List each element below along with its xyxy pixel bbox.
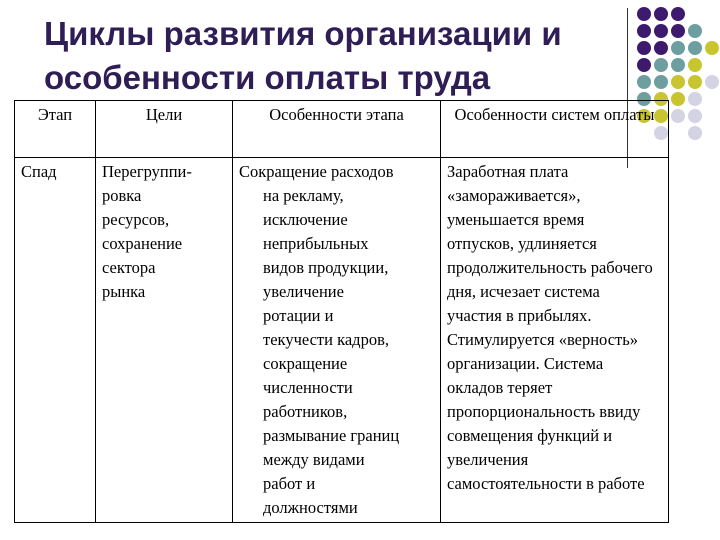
- decorative-dot: [671, 7, 685, 21]
- cell-text-line: дня, исчезает система: [447, 282, 600, 301]
- cell-text-line: отпусков, удлиняется: [447, 234, 597, 253]
- decorative-dot: [671, 75, 685, 89]
- cell-text-line: работ и: [263, 474, 316, 493]
- cell-text-line: самостоятельности в работе: [447, 474, 645, 493]
- cell-text-line: Заработная плата: [447, 162, 569, 181]
- header-goals: Цели: [96, 101, 233, 158]
- decorative-dot: [688, 41, 702, 55]
- cell-text-line: на рекламу,: [263, 186, 344, 205]
- decorative-dot: [671, 92, 685, 106]
- cell-pay: [441, 158, 669, 523]
- decorative-dot: [637, 7, 651, 21]
- cell-text-line: увеличение: [263, 282, 344, 301]
- cell-text-line: рынка: [102, 282, 146, 301]
- cell-text-line: Перегруппи-: [102, 162, 192, 181]
- decorative-dot: [688, 24, 702, 38]
- cell-text-line: увеличения: [447, 450, 529, 469]
- decorative-dot: [654, 24, 668, 38]
- cell-text-line: видов продукции,: [263, 258, 389, 277]
- header-features: Особенности этапа: [233, 101, 441, 158]
- cell-text-line: неприбыльных: [263, 234, 369, 253]
- cell-text-line: ровка: [102, 186, 142, 205]
- decorative-dot: [705, 41, 719, 55]
- slide-title: [44, 12, 562, 100]
- cell-text-line: участия в прибылях.: [447, 306, 592, 325]
- cell-text-line: уменьшается время: [447, 210, 585, 229]
- cell-text-line: ресурсов,: [102, 210, 170, 229]
- decorative-dot: [671, 41, 685, 55]
- cell-text-line: пропорциональность ввиду: [447, 402, 641, 421]
- cell-text-line: Стимулируется «верность»: [447, 330, 639, 349]
- cell-text-line: исключение: [263, 210, 348, 229]
- table-row: [15, 158, 669, 523]
- title-line-2: особенности оплаты труда: [44, 59, 491, 96]
- decorative-dot: [654, 75, 668, 89]
- cell-text-line: сохранение: [102, 234, 183, 253]
- decorative-dot: [688, 126, 702, 140]
- cell-text-line: организации. Система: [447, 354, 604, 373]
- header-stage: Этап: [15, 101, 96, 158]
- cell-text-line: работников,: [263, 402, 348, 421]
- decorative-dot: [671, 58, 685, 72]
- decorative-dot: [688, 75, 702, 89]
- cell-text-line: численности: [263, 378, 353, 397]
- decorative-dot: [671, 24, 685, 38]
- cell-text-line: текучести кадров,: [263, 330, 389, 349]
- decorative-dot: [654, 41, 668, 55]
- pay-cycle-table: [14, 100, 669, 523]
- decorative-dot: [637, 58, 651, 72]
- decorative-dot: [688, 92, 702, 106]
- decorative-dot: [688, 109, 702, 123]
- cell-goals: [96, 158, 233, 523]
- decorative-dot: [637, 41, 651, 55]
- cell-text-line: сектора: [102, 258, 156, 277]
- cell-text-line: ротации и: [263, 306, 334, 325]
- decorative-dot: [654, 58, 668, 72]
- decorative-dot: [654, 7, 668, 21]
- cell-text-line: Сокращение расходов: [239, 162, 394, 181]
- decorative-dot: [671, 109, 685, 123]
- header-pay: Особенности систем оплаты: [441, 101, 669, 158]
- cell-text-line: сокращение: [263, 354, 348, 373]
- cell-text-line: размывание границ: [263, 426, 400, 445]
- decorative-dot: [637, 75, 651, 89]
- decorative-dot: [688, 58, 702, 72]
- cell-text-line: между видами: [263, 450, 365, 469]
- title-line-1: Циклы развития организации и: [44, 15, 562, 52]
- cell-text-line: «замораживается»,: [447, 186, 581, 205]
- cell-text-line: должностями: [263, 498, 358, 517]
- cell-text-line: окладов теряет: [447, 378, 553, 397]
- cell-text-line: совмещения функций и: [447, 426, 613, 445]
- decorative-dot: [705, 75, 719, 89]
- cell-stage: Спад: [15, 158, 96, 523]
- cell-features: [233, 158, 441, 523]
- cell-text-line: продолжительность рабочего: [447, 258, 653, 277]
- table-header-row: [15, 101, 669, 158]
- decorative-dot: [637, 24, 651, 38]
